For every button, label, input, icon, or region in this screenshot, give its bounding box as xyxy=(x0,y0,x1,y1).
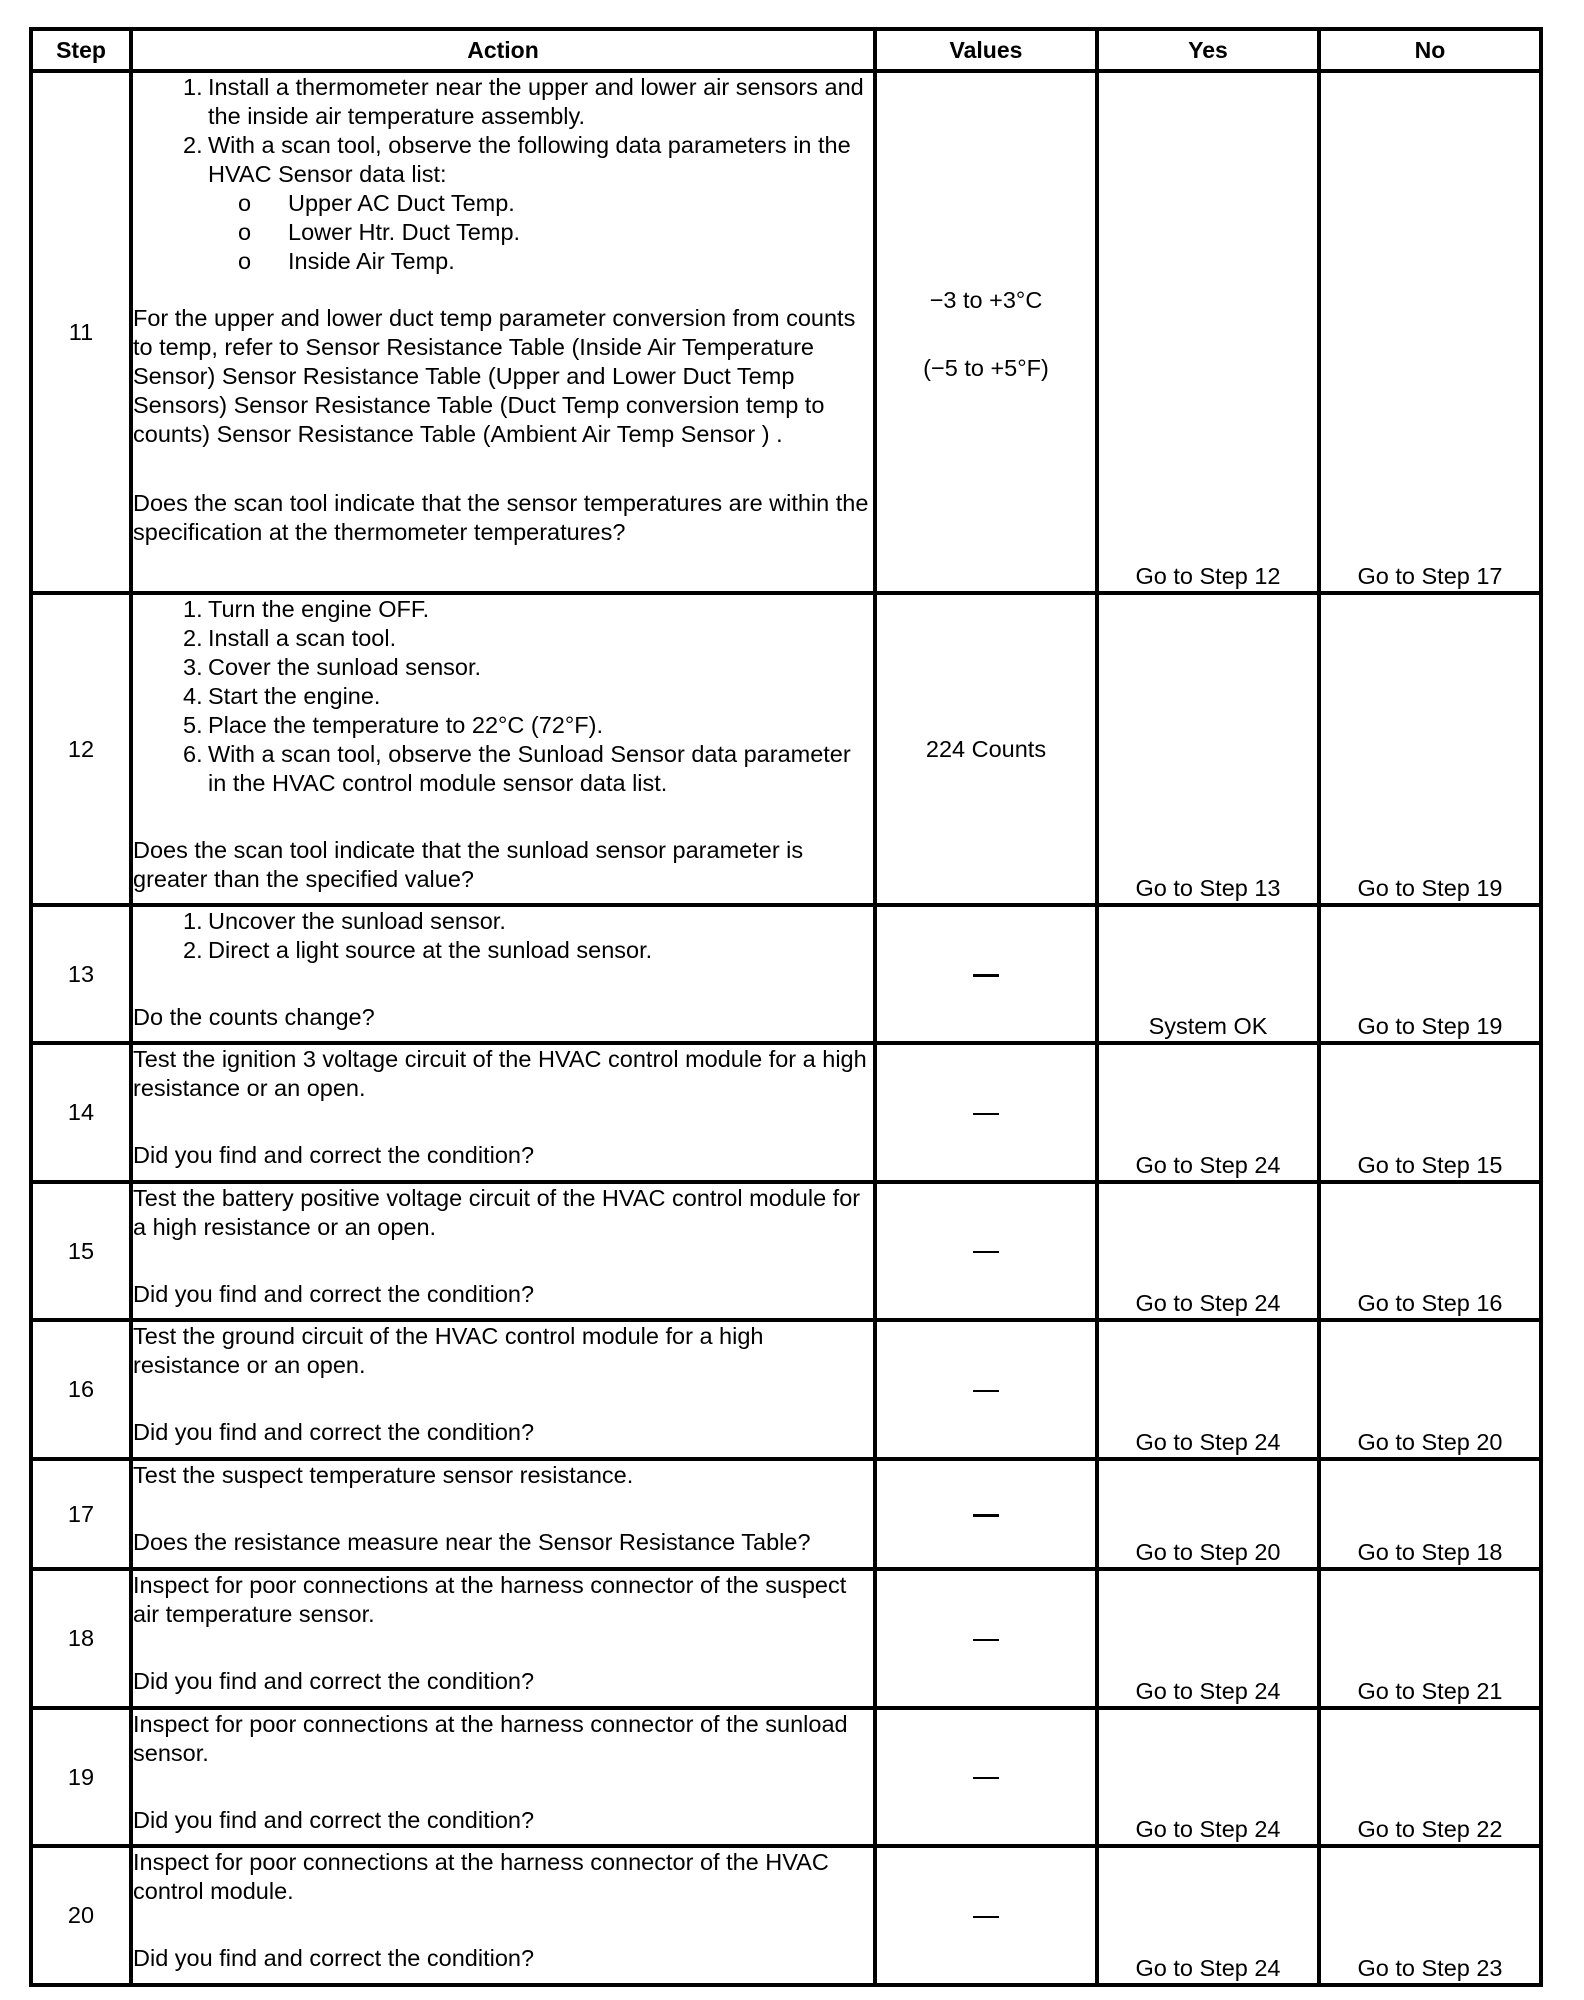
action-cell xyxy=(131,1043,875,1182)
yes-cell: Go to Step 24 xyxy=(1097,1708,1319,1846)
value-cell xyxy=(875,71,1097,593)
step-number: 19 xyxy=(31,1708,131,1846)
yes-cell: Go to Step 24 xyxy=(1097,1846,1319,1985)
list-item: 6. With a scan tool, observe the Sunload Sensor data parameter in the HVAC control module sensor data list. xyxy=(183,741,851,796)
action-cell xyxy=(131,1569,875,1708)
no-value-dash xyxy=(973,1251,999,1253)
no-value-dash xyxy=(973,1639,999,1641)
list-item: 1. Turn the engine OFF. xyxy=(183,596,430,622)
value-cell xyxy=(875,1182,1097,1320)
step-number: 16 xyxy=(31,1320,131,1459)
parameter-list xyxy=(133,189,873,276)
action-cell xyxy=(131,1459,875,1569)
yes-cell: Go to Step 13 xyxy=(1097,593,1319,905)
question-text: Do the counts change? xyxy=(133,1004,375,1030)
table-row-step-17 xyxy=(31,1459,1541,1569)
question-text: Did you find and correct the condition? xyxy=(133,1945,535,1971)
header-no: No xyxy=(1319,29,1541,71)
table-row-step-16 xyxy=(31,1320,1541,1459)
diagnostic-table xyxy=(29,27,1543,1987)
action-text: Inspect for poor connections at the harness connector of the HVAC control module. xyxy=(133,1849,829,1904)
yes-cell: Go to Step 12 xyxy=(1097,71,1319,593)
no-value-dash xyxy=(973,974,999,977)
no-value-dash xyxy=(973,1916,999,1918)
no-cell: Go to Step 21 xyxy=(1319,1569,1541,1708)
value-celsius: −3 to +3°C xyxy=(929,287,1043,313)
step-number: 15 xyxy=(31,1182,131,1320)
question-text: Did you find and correct the condition? xyxy=(133,1419,535,1445)
list-item: o Upper AC Duct Temp. xyxy=(238,190,515,216)
list-item: 1. Install a thermometer near the upper and lower air sensors and the inside air temperature assembly. xyxy=(183,74,864,129)
yes-cell: Go to Step 24 xyxy=(1097,1182,1319,1320)
numbered-steps xyxy=(133,907,873,965)
question-text: Did you find and correct the condition? xyxy=(133,1281,535,1307)
no-cell: Go to Step 22 xyxy=(1319,1708,1541,1846)
action-cell xyxy=(131,71,875,593)
list-item: o Lower Htr. Duct Temp. xyxy=(238,219,521,245)
no-cell: Go to Step 20 xyxy=(1319,1320,1541,1459)
no-cell: Go to Step 17 xyxy=(1319,71,1541,593)
list-item: 2. Direct a light source at the sunload sensor. xyxy=(183,937,653,963)
no-cell: Go to Step 19 xyxy=(1319,593,1541,905)
value-cell xyxy=(875,905,1097,1043)
no-cell: Go to Step 15 xyxy=(1319,1043,1541,1182)
table-row-step-15 xyxy=(31,1182,1541,1320)
header-values: Values xyxy=(875,29,1097,71)
question-text: Does the resistance measure near the Sensor Resistance Table? xyxy=(133,1529,811,1555)
value-cell: 224 Counts xyxy=(875,593,1097,905)
list-item: 5. Place the temperature to 22°C (72°F). xyxy=(183,712,603,738)
table-row-step-20 xyxy=(31,1846,1541,1985)
question-text: Does the scan tool indicate that the sunload sensor parameter is greater than the specified value? xyxy=(133,837,804,892)
yes-cell: Go to Step 24 xyxy=(1097,1569,1319,1708)
action-text: Inspect for poor connections at the harness connector of the suspect air temperature sensor. xyxy=(133,1572,847,1627)
value-cell xyxy=(875,1043,1097,1182)
list-item: o Inside Air Temp. xyxy=(238,248,455,274)
no-value-dash xyxy=(973,1390,999,1392)
step-number: 12 xyxy=(31,593,131,905)
no-cell: Go to Step 23 xyxy=(1319,1846,1541,1985)
value-fahrenheit: (−5 to +5°F) xyxy=(923,355,1049,381)
no-cell: Go to Step 19 xyxy=(1319,905,1541,1043)
no-value-dash xyxy=(973,1514,999,1517)
yes-cell: Go to Step 24 xyxy=(1097,1320,1319,1459)
header-action: Action xyxy=(131,29,875,71)
action-text: Test the battery positive voltage circuit of the HVAC control module for a high resistance or an open. xyxy=(133,1185,861,1240)
action-text: Test the suspect temperature sensor resistance. xyxy=(133,1462,634,1488)
action-cell xyxy=(131,1182,875,1320)
step-number: 18 xyxy=(31,1569,131,1708)
action-text: Test the ground circuit of the HVAC control module for a high resistance or an open. xyxy=(133,1323,764,1378)
value-cell xyxy=(875,1569,1097,1708)
question-text: Did you find and correct the condition? xyxy=(133,1807,535,1833)
yes-cell: Go to Step 20 xyxy=(1097,1459,1319,1569)
list-item: 2. With a scan tool, observe the following data parameters in the HVAC Sensor data list: xyxy=(183,132,851,187)
yes-cell: Go to Step 24 xyxy=(1097,1043,1319,1182)
action-cell xyxy=(131,1708,875,1846)
table-row-step-18 xyxy=(31,1569,1541,1708)
header-yes: Yes xyxy=(1097,29,1319,71)
question-text: Did you find and correct the condition? xyxy=(133,1142,535,1168)
no-cell: Go to Step 16 xyxy=(1319,1182,1541,1320)
numbered-steps xyxy=(133,73,873,189)
list-item: 1. Uncover the sunload sensor. xyxy=(183,908,506,934)
table-row-step-13 xyxy=(31,905,1541,1043)
table-row-step-12 xyxy=(31,593,1541,905)
action-cell xyxy=(131,1846,875,1985)
action-text: Inspect for poor connections at the harness connector of the sunload sensor. xyxy=(133,1711,848,1766)
no-cell: Go to Step 18 xyxy=(1319,1459,1541,1569)
value-cell xyxy=(875,1708,1097,1846)
conversion-note: For the upper and lower duct temp parameter conversion from counts to temp, refer to Sensor Resistance Table (Inside Air Temperature Sensor) Sensor Resistance Table (Upper and Lower Duct Temp Sensors) Sensor Resistance Table (Duct Temp conversion temp to counts) Sensor Resistance Table (Ambient Air Temp Sensor ) . xyxy=(133,305,856,447)
header-step: Step xyxy=(31,29,131,71)
value-cell xyxy=(875,1459,1097,1569)
value-cell xyxy=(875,1846,1097,1985)
table-row-step-11 xyxy=(31,71,1541,593)
numbered-steps xyxy=(133,595,873,798)
action-cell xyxy=(131,905,875,1043)
header-row xyxy=(31,29,1541,71)
list-item: 2. Install a scan tool. xyxy=(183,625,397,651)
action-cell xyxy=(131,593,875,905)
step-number: 20 xyxy=(31,1846,131,1985)
table-row-step-14 xyxy=(31,1043,1541,1182)
question-text: Did you find and correct the condition? xyxy=(133,1668,535,1694)
value-cell xyxy=(875,1320,1097,1459)
step-number: 13 xyxy=(31,905,131,1043)
step-number: 14 xyxy=(31,1043,131,1182)
action-text: Test the ignition 3 voltage circuit of the HVAC control module for a high resistance or an open. xyxy=(133,1046,867,1101)
step-number: 11 xyxy=(31,71,131,593)
list-item: 4. Start the engine. xyxy=(183,683,381,709)
list-item: 3. Cover the sunload sensor. xyxy=(183,654,482,680)
step-number: 17 xyxy=(31,1459,131,1569)
action-cell xyxy=(131,1320,875,1459)
no-value-dash xyxy=(973,1777,999,1779)
question-text: Does the scan tool indicate that the sensor temperatures are within the specification at the thermometer temperatures? xyxy=(133,490,869,545)
yes-cell: System OK xyxy=(1097,905,1319,1043)
table-row-step-19 xyxy=(31,1708,1541,1846)
no-value-dash xyxy=(973,1113,999,1115)
